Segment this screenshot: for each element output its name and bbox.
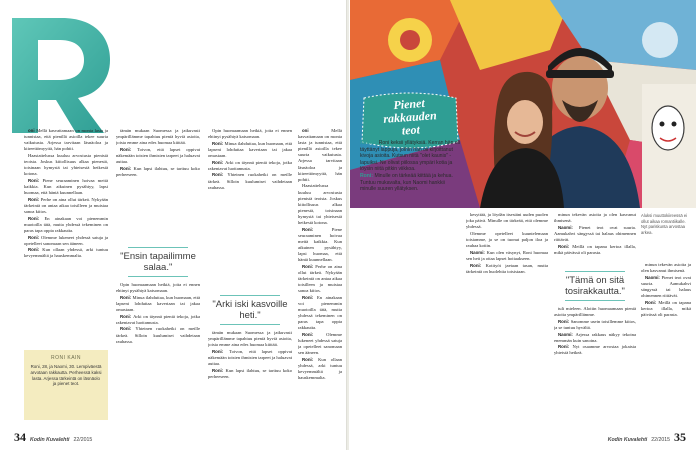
paragraph-text: Olemme lukeneet yhdessä satuja ja opetelleet sanomaan sen ääneen. <box>24 234 108 246</box>
body-paragraph <box>208 368 292 380</box>
left-column-2b <box>116 282 200 422</box>
body-paragraph <box>208 141 292 159</box>
publication-name: Kodin Kuvalehti <box>30 437 70 443</box>
speaker-label: Roni: <box>302 263 316 269</box>
speaker-label: oni <box>302 128 332 133</box>
right-column-2b <box>554 306 636 422</box>
body-paragraph <box>116 128 200 146</box>
paragraph-text: Meillä on tapana kertoa illalla, mikä päivässä oli parasta. <box>554 243 636 255</box>
paragraph-text: Kun olen väsynyt, Roni huomaa sen heti ja ottaa lapset hoitaakseen. <box>466 249 548 261</box>
pullquote-text: "Arki iski kasvoille heti." <box>212 299 288 321</box>
quote-rule <box>220 324 280 325</box>
pullquote-1 <box>116 244 200 280</box>
paragraph-text: Haastattelussa kuuluu arvostusta pienistä teoista. Joskus kiitollisuus alkaa pienestä, toisinaan hymystä tai yhteisestä hetkestä kotona. <box>298 183 342 225</box>
left-column-3 <box>208 128 292 288</box>
left-column-3b <box>208 330 292 422</box>
speaker-label: Naomi: <box>558 224 580 230</box>
paragraph-text: Perhe on aina ollut tärkeä. Nykyään tärkeintä on antaa aikaa toisilleen ja muistaa sanoa kiitos. <box>298 263 342 294</box>
left-folio <box>14 430 92 445</box>
paragraph-text: Toivon, että lapset oppivat näkemään toisten ihmisten tarpeet ja haluavat auttaa. <box>208 348 292 367</box>
paragraph-text: minun tekevän asioita ja olen kasvanut ihmisenä. <box>554 212 636 224</box>
paragraph-text: Pienet teot ovat suuria. Aamukahvi sängyssä tai halaus ohimennen riittävät. <box>641 274 691 299</box>
pullquote-text: "Ensin tapailimme salaa." <box>120 251 196 273</box>
pullquote-2 <box>208 292 292 328</box>
paragraph-text: Piene seuraaminen hoivaa meitä kaikkia. Kun aikuinen pysähtyy, lapsi huomaa, että häntä kuunnellaan. <box>24 177 108 196</box>
lead-paragraph <box>360 140 462 193</box>
paragraph-text: Meillä on tapana kertoa illalla, mikä päivässä oli parasta. <box>641 299 691 317</box>
paragraph-text: Opin huomaamaan hetkiä, joita ei ennen ehtinyt pysähtyä katsomaan. <box>116 282 200 294</box>
body-paragraph <box>298 183 342 226</box>
info-box <box>24 350 108 420</box>
paragraph-text: Minua ilahduttaa, kun huomaan, että lapseni lohduttaa kaveriaan tai jakaa omastaan. <box>116 294 200 312</box>
paragraph-text: Mellä kasvattamaan on monta lasta ja tunnistaa, että pienillä asioilla tekee suurta vaikutusta. Arjessa tarvitaan läsnäoloa ja kiireettömyyttä, hän pohtii. <box>24 128 108 152</box>
speaker-label: Roni: <box>28 234 42 240</box>
body-paragraph <box>116 326 200 344</box>
lead-text-2: Minulle on tärkeää kiittää ja kehua. Tuntuu mukavalta, kun Naomi hankkii minulle suuren yllätyksen. <box>360 172 453 193</box>
speaker-label: Roni: <box>120 165 134 171</box>
quote-rule <box>128 247 188 248</box>
body-paragraph <box>24 216 108 234</box>
publication-name: Kodin Kuvalehti <box>607 437 648 443</box>
paragraph-text: Piene seuraaminen hoivaa meitä kaikkia. Kun aikuinen pysähtyy, lapsi huomaa, että häntä kuunnellaan. <box>298 226 342 263</box>
body-paragraph <box>24 197 108 215</box>
speaker-label: Roni: <box>28 177 43 183</box>
speaker-label: Roni: <box>302 332 327 338</box>
speaker-label: Roni: <box>302 357 319 363</box>
left-column-2 <box>116 128 200 243</box>
body-paragraph <box>298 128 342 183</box>
body-paragraph <box>554 344 636 356</box>
lead-speaker-1: Naomi: <box>360 140 378 146</box>
pullquote-3 <box>554 268 636 304</box>
speaker-label: Roni: <box>212 172 228 178</box>
speaker-label: Roni: <box>645 299 659 305</box>
speaker-label: Naomi: <box>645 274 662 280</box>
headline-line-2: rakkauden <box>382 108 438 126</box>
body-paragraph <box>24 235 108 247</box>
body-paragraph <box>298 264 342 294</box>
speaker-label: Roni: <box>212 159 226 165</box>
quote-rule <box>128 276 188 277</box>
paragraph-text: Kun lapsi ilahtuu, se tarttuu koko perheeseen. <box>116 165 200 177</box>
body-paragraph <box>554 306 636 318</box>
paragraph-text: Pienet teot ovat suuria. Aamukahvi sängyssä tai halaus ohimennen riittävät. <box>554 224 636 242</box>
lead-speaker-2: Roni: <box>360 172 374 179</box>
quote-rule <box>565 271 625 272</box>
paragraph-text: tämän mukaan Suomessa ja jatkuvasti ympärillämme tapahtuu pieniä hyviä asioita, joista emme aina edes huomaa kiittää. <box>208 330 292 348</box>
info-box-title: RONI KAIN <box>50 355 82 361</box>
speaker-label: Roni: <box>120 294 133 300</box>
body-paragraph <box>554 319 636 331</box>
left-column-1 <box>24 128 108 343</box>
headline-line-3: teot <box>401 122 421 138</box>
issue-number: 22/2015 <box>651 437 670 443</box>
paragraph-text: tämän mukaan Suomessa ja jatkuvasti ympärillämme tapahtuu pieniä hyviä asioita, joista emme aina edes huomaa kiittää. <box>116 128 200 146</box>
body-paragraph <box>24 153 108 177</box>
paragraph-text: Kun ollaan yhdessä, arki tuntuu kevyemmältä ja hauskemmalta. <box>24 247 108 259</box>
paragraph-text: Nyt osaamme arvostaa jokaista yhteistä hetkeä. <box>554 344 636 356</box>
right-column-2 <box>554 212 636 267</box>
body-paragraph <box>208 160 292 172</box>
speaker-label: Naomi: <box>470 249 487 255</box>
speaker-label: Roni: <box>28 215 45 221</box>
speaker-label: Roni: <box>558 344 573 350</box>
body-paragraph <box>24 247 108 259</box>
issue-number: 22/2015 <box>73 437 93 443</box>
body-paragraph <box>641 300 691 318</box>
body-paragraph <box>466 250 548 262</box>
paragraph-text: En ainakaan voi pienemmin muotoilla tätä, mutta yhdessä tekeminen on paras tapa oppia rakkautta. <box>298 294 342 331</box>
left-column-4 <box>298 128 342 422</box>
paragraph-text: Minua ilahduttaa, kun huomaan, että lapseni lohduttaa kaveriaan tai jakaa omastaan. <box>208 140 292 158</box>
speaker-label: Roni: <box>120 326 136 332</box>
body-paragraph <box>298 227 342 264</box>
body-paragraph <box>116 314 200 326</box>
pullquote-text: "Tämä on sitä tosirakkautta." <box>565 275 625 297</box>
body-paragraph <box>554 332 636 344</box>
paragraph-text: Toivon, että lapset oppivat näkemään toisten ihmisten tarpeet ja haluavat auttaa. <box>116 146 200 165</box>
body-paragraph <box>641 262 691 274</box>
speaker-label: oni <box>28 128 37 133</box>
body-paragraph <box>24 178 108 196</box>
speaker-label: Roni: <box>470 262 486 268</box>
paragraph-text: Kun lapsi ilahtuu, se tarttuu koko perheeseen. <box>208 367 292 379</box>
paragraph-text: En ainakaan voi pienemmin muotoilla tätä, mutta yhdessä tekeminen on paras tapa oppia rakkautta. <box>24 215 108 233</box>
lead-text-1: Roni keksii yllätyksiä. Kerran hän oli täyttänyt lappuja, joihin hän oli kirjoittanut kivoja asioita. Kutsun niitä "olet kaunis" -lapuiksi. Ne olivat piilossa ympäri kotia ja löysin niitä pitkin viikkoa. <box>360 140 460 173</box>
speaker-label: Roni: <box>302 226 332 232</box>
paragraph-text: tuli mieleen. Aloitin huomaamaan pieniä asioita ympärillämme. <box>554 306 636 318</box>
paragraph-text: minun tekevän asioita ja olen kasvanut ihmisenä. <box>641 262 691 274</box>
body-paragraph <box>554 244 636 256</box>
body-paragraph <box>208 128 292 140</box>
speaker-label: Roni: <box>212 348 230 354</box>
headline <box>357 94 463 140</box>
right-folio <box>608 430 686 445</box>
speaker-label: Roni: <box>28 247 43 253</box>
info-box-text: Roni, 28, ja Naomi, 30. Lempiväestä arvotaan rakkautta. Perheessä kaksi lasta. Arjessa tärkeintä on läsnäolo ja pienet teot. <box>30 364 102 387</box>
quote-rule <box>565 300 625 301</box>
body-paragraph <box>298 357 342 381</box>
body-paragraph <box>116 147 200 165</box>
speaker-label: Roni: <box>212 367 226 373</box>
paragraph-text: Yhteinen ruokahetki on meille tärkeä. Silloin kuulumiset vaihdetaan rauhassa. <box>116 326 200 344</box>
speaker-label: Roni: <box>558 243 573 249</box>
photo-caption: Aluksi muuttokiireessä ei ollut aikaa romantiikalle. Nyt pariskunta arvostaa arkea. <box>641 213 688 235</box>
body-paragraph <box>116 282 200 294</box>
right-column-1 <box>466 212 548 422</box>
paragraph-text: Kotityöt jaetaan tasan, mutta tärkeintä on huolehtia toisistaan. <box>466 262 548 274</box>
speaker-label: Roni: <box>28 196 41 202</box>
speaker-label: Roni: <box>212 140 225 146</box>
paragraph-text: Kun ollaan yhdessä, arki tuntuu kevyemmältä ja hauskemmalta. <box>298 357 342 381</box>
body-paragraph <box>466 212 548 230</box>
paragraph-text: Opin huomaamaan hetkiä, joita ei ennen ehtinyt pysähtyä katsomaan. <box>208 128 292 140</box>
page-number: 34 <box>14 430 26 444</box>
body-paragraph <box>466 263 548 275</box>
body-paragraph <box>641 275 691 299</box>
body-paragraph <box>466 231 548 249</box>
headline-line-1: Pienet <box>392 95 426 113</box>
paragraph-text: Mellä kasvattamaan on monta lasta ja tunnistaa, että pienillä asioilla tekee suurta vaikutusta. Arjessa tarvitaan läsnäoloa ja kiireettömyyttä, hän pohtii. <box>298 128 342 182</box>
body-paragraph <box>208 172 292 190</box>
body-paragraph <box>116 166 200 178</box>
speaker-label: Roni: <box>302 294 317 300</box>
page-number: 35 <box>674 430 686 444</box>
body-paragraph <box>554 225 636 243</box>
speaker-label: Roni: <box>120 313 134 319</box>
body-paragraph <box>554 212 636 224</box>
paragraph-text: Arjessa rakkaus näkyy tekoina enemmän kuin sanoina. <box>554 331 636 343</box>
body-paragraph <box>298 295 342 332</box>
drop-cap <box>12 18 110 133</box>
speaker-label: Roni: <box>120 146 138 152</box>
paragraph-text: Olemme lukeneet yhdessä satuja ja opetelleet sanomaan sen ääneen. <box>298 332 342 356</box>
paragraph-text: Arki on täynnä pieniä tekoja, jotka rakentavat luottamusta. <box>116 313 200 325</box>
speaker-label: Roni: <box>558 318 571 324</box>
paragraph-text: Haastattelussa kuuluu arvostusta pienistä teoista. Joskus kiitollisuus alkaa pienestä, toisinaan hymystä tai yhteisestä hetkestä kotona. <box>24 152 108 177</box>
body-paragraph <box>208 330 292 348</box>
paragraph-text: Sanomme usein toisillemme kiitos, ja se tuntuu hyvältä. <box>554 318 636 330</box>
speaker-label: Naomi: <box>558 331 576 337</box>
quote-rule <box>220 295 280 296</box>
paragraph-text: Yhteinen ruokahetki on meille tärkeä. Silloin kuulumiset vaihdetaan rauhassa. <box>208 172 292 190</box>
paragraph-text: Perhe on aina ollut tärkeä. Nykyään tärkeintä on antaa aikaa toisilleen ja muistaa sanoa kiitos. <box>24 196 108 214</box>
right-column-3 <box>641 262 691 422</box>
body-paragraph <box>24 128 108 152</box>
paragraph-text: Olemme opetelleet kuuntelemaan toisiamme, ja se on tuonut paljon iloa ja rauhaa kotiin. <box>466 230 548 249</box>
body-paragraph <box>298 332 342 356</box>
body-paragraph <box>116 295 200 313</box>
paragraph-text: Arki on täynnä pieniä tekoja, jotka rakentavat luottamusta. <box>208 159 292 171</box>
body-paragraph <box>208 349 292 367</box>
paragraph-text: kesyttää, ja löydän itsestäni uuden puolen joka päivä. Minulle on tärkeää, että olemme yhdessä. <box>466 212 548 230</box>
